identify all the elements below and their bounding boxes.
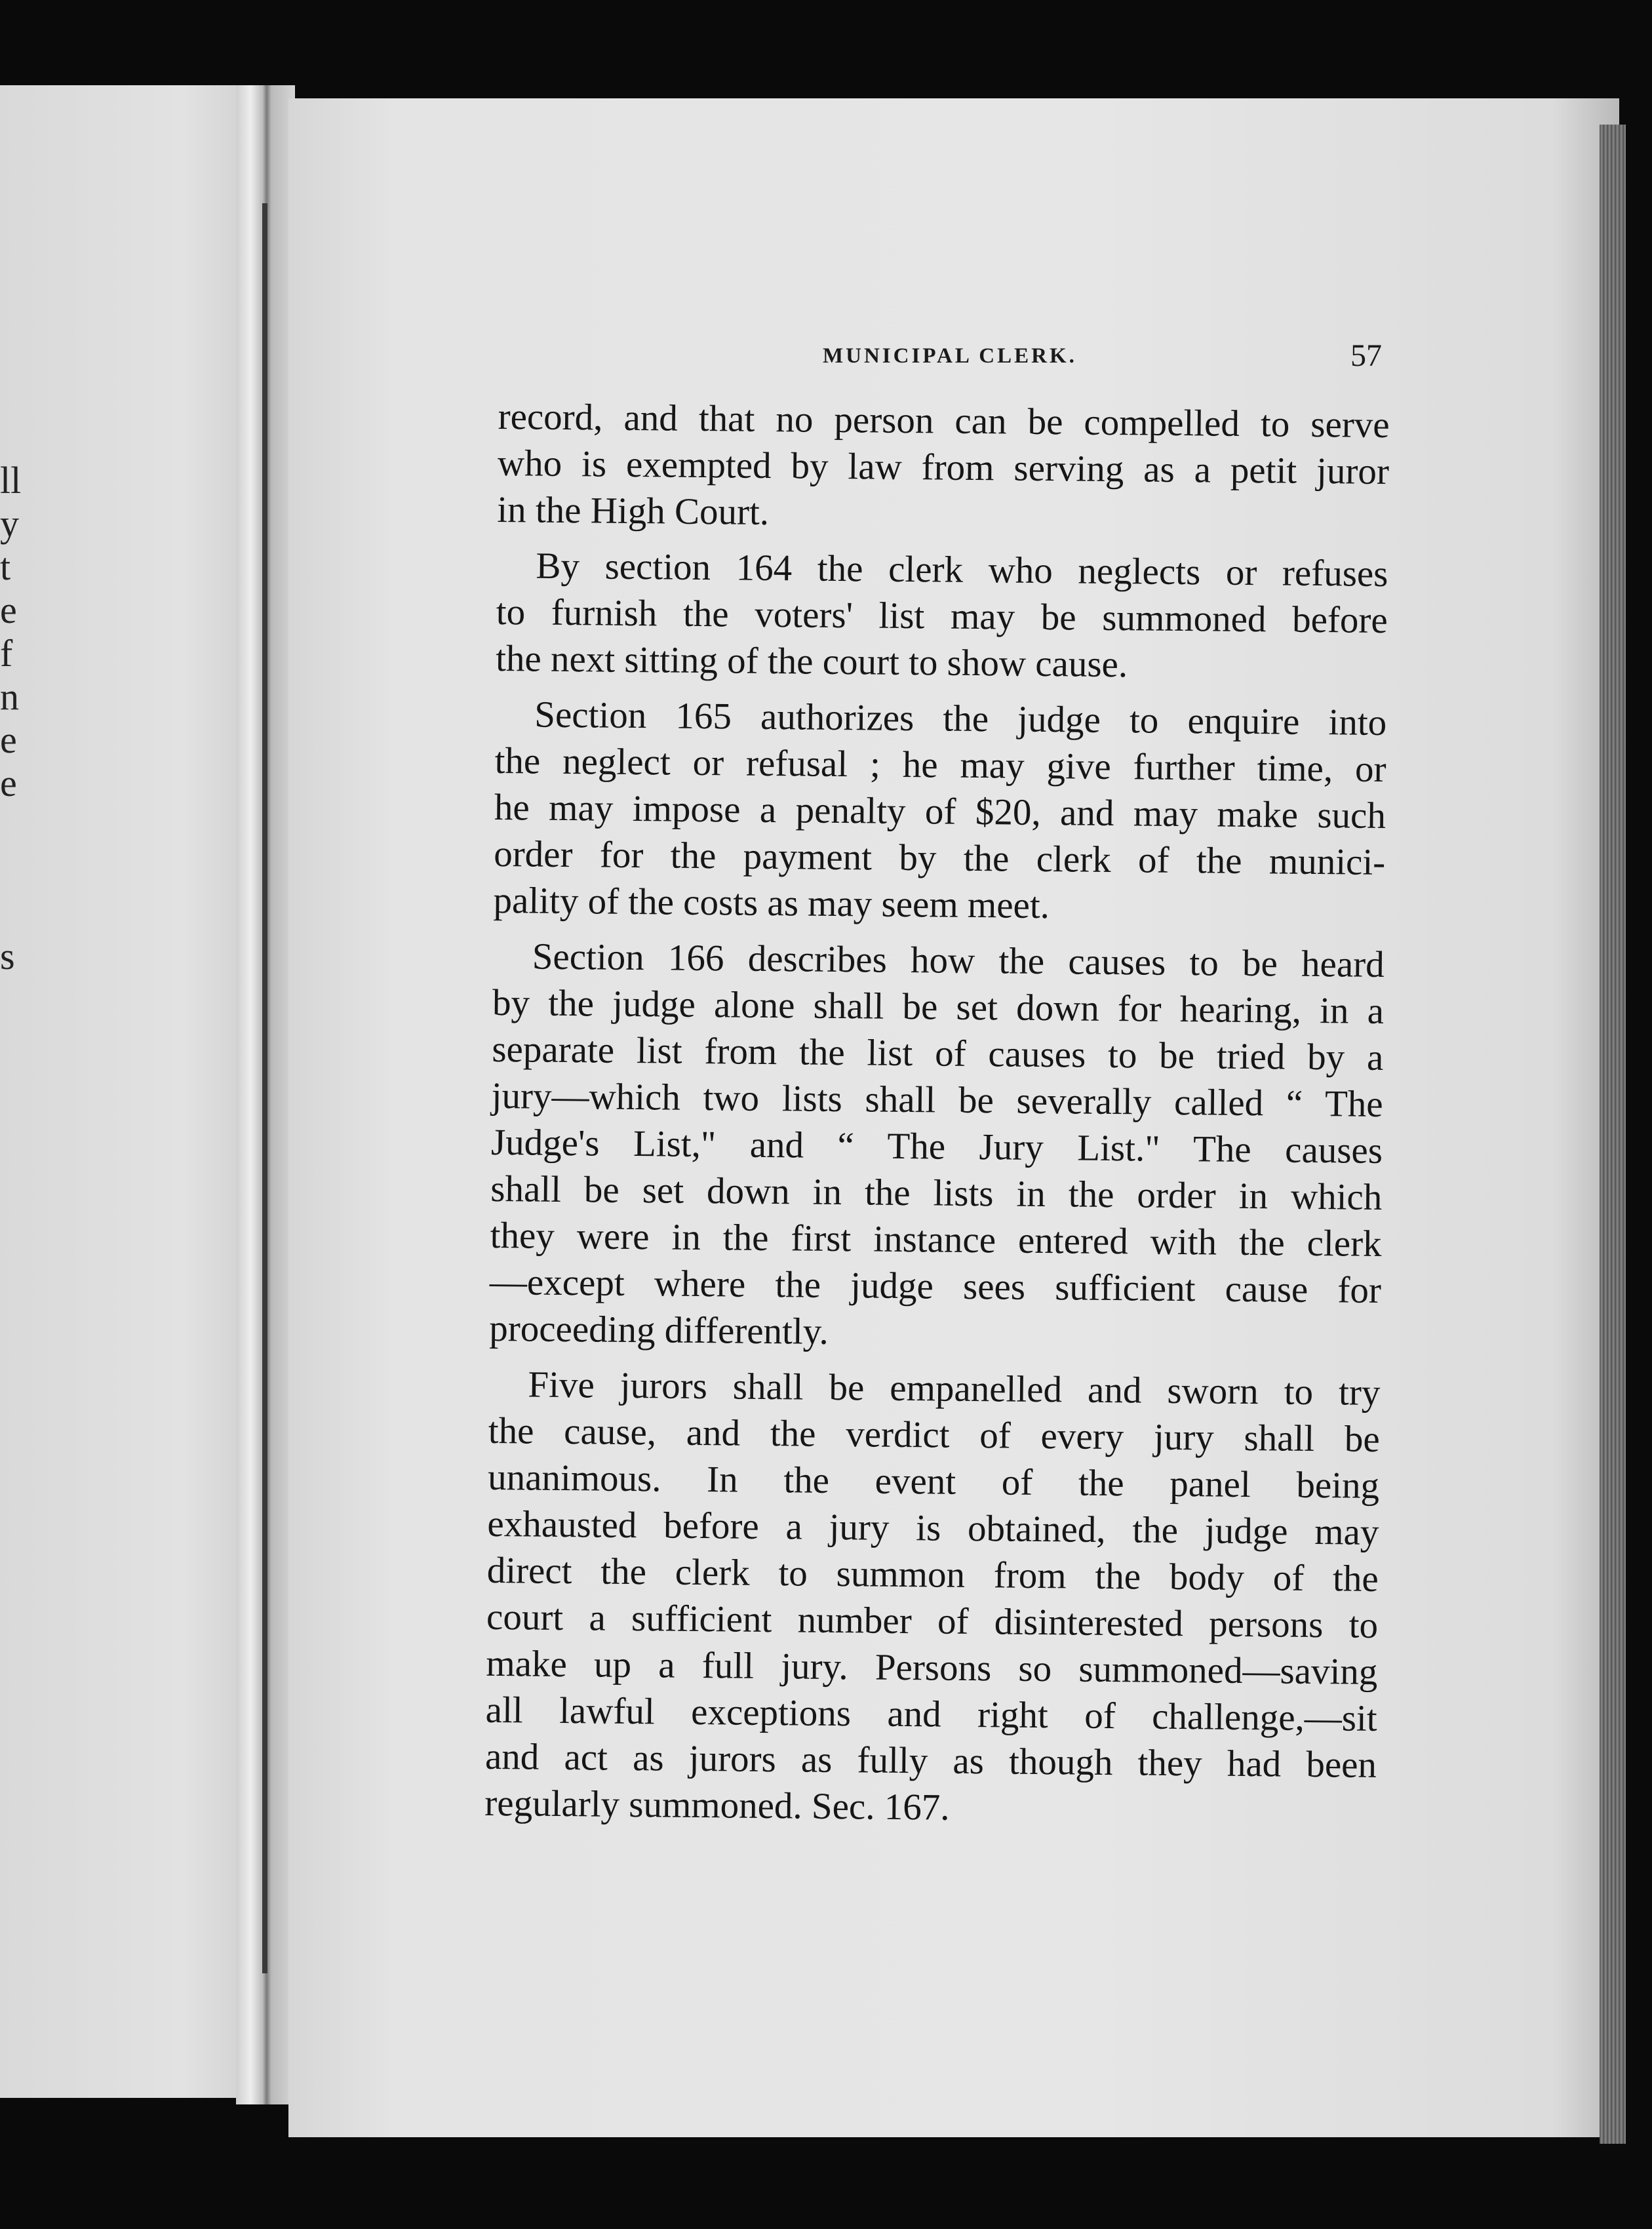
text-line: Section 166 describes how the causes to be heard xyxy=(532,936,1385,986)
edge-letter: e xyxy=(0,589,17,631)
edge-letter: f xyxy=(0,632,13,675)
text-line: —except where the judge sees sufficient cause for xyxy=(489,1261,1382,1311)
text-line: and act as jurors as fully as though they had been xyxy=(484,1735,1377,1786)
text-line: separate list from the list of causes to be tried by a xyxy=(492,1028,1384,1079)
text-line: By section 164 the clerk who neglects or refuses xyxy=(536,545,1388,595)
text-line: all lawful exceptions and right of challenge,—sit xyxy=(485,1689,1377,1739)
edge-letter: e xyxy=(0,762,17,804)
text-line: he may impose a penalty of $20, and may make such xyxy=(494,786,1386,837)
edge-letter: ll xyxy=(0,459,22,502)
edge-letter xyxy=(0,805,26,848)
paragraph xyxy=(493,691,1386,932)
text-line: who is exempted by law from serving as a petit juror xyxy=(497,442,1390,493)
edge-letter: y xyxy=(0,502,19,545)
text-line: Judge's List," and “ The Jury List." The causes xyxy=(490,1121,1383,1172)
page-number: 57 xyxy=(1350,338,1382,373)
text-line: the neglect or refusal ; he may give further time, or xyxy=(494,740,1386,791)
page-edge xyxy=(1600,125,1626,2144)
paragraph xyxy=(484,1361,1381,1835)
text-line: unanimous. In the event of the panel being xyxy=(487,1456,1380,1507)
edge-letter xyxy=(0,848,26,892)
text-line: in the High Court. xyxy=(496,488,770,533)
text-line: exhausted before a jury is obtained, the judge may xyxy=(487,1503,1379,1553)
text-line: the cause, and the verdict of every jury shall be xyxy=(488,1410,1381,1460)
text-line: the next sitting of the court to show cause. xyxy=(495,637,1128,686)
text-line: court a sufficient number of disinterested persons to xyxy=(486,1596,1379,1646)
edge-letter xyxy=(0,892,26,935)
text-line: shall be set down in the lists in the order in which xyxy=(490,1168,1383,1218)
running-head: MUNICIPAL CLERK. xyxy=(823,344,1077,368)
edge-letter: n xyxy=(0,675,19,718)
text-line: pality of the costs as may seem meet. xyxy=(493,879,1050,927)
text-line: regularly summoned. Sec. 167. xyxy=(484,1782,950,1828)
body-text xyxy=(484,393,1390,1844)
left-page-edge-text xyxy=(0,459,26,1108)
text-line: make up a full jury. Persons so summoned—saving xyxy=(486,1642,1378,1693)
text-line: Section 165 authorizes the judge to enquire into xyxy=(534,694,1387,744)
edge-letter xyxy=(0,1065,26,1108)
text-line: proceeding differently. xyxy=(489,1307,829,1352)
edge-letter: s xyxy=(0,935,15,977)
text-line: direct the clerk to summon from the body of the xyxy=(486,1549,1379,1600)
paragraph xyxy=(489,933,1385,1360)
text-line: by the judge alone shall be set down for hearing, in a xyxy=(492,981,1385,1033)
edge-letter xyxy=(0,1021,26,1065)
spine-shadow xyxy=(262,203,267,1973)
text-line: Five jurors shall be empanelled and sworn to try xyxy=(528,1364,1381,1413)
text-line: record, and that no person can be compelled to serve xyxy=(498,395,1390,446)
left-page-fragment xyxy=(0,85,262,2098)
edge-letter: e xyxy=(0,719,17,761)
text-line: jury—which two lists shall be severally called “ The xyxy=(491,1075,1383,1126)
text-line: they were in the first instance entered with the clerk xyxy=(490,1214,1382,1265)
paragraph xyxy=(496,542,1388,690)
edge-letter xyxy=(0,978,26,1021)
edge-letter: t xyxy=(0,545,11,588)
paragraph xyxy=(497,393,1390,542)
text-line: to furnish the voters' list may be summoned before xyxy=(496,591,1388,642)
text-line: order for the payment by the clerk of the munici- xyxy=(493,833,1386,884)
